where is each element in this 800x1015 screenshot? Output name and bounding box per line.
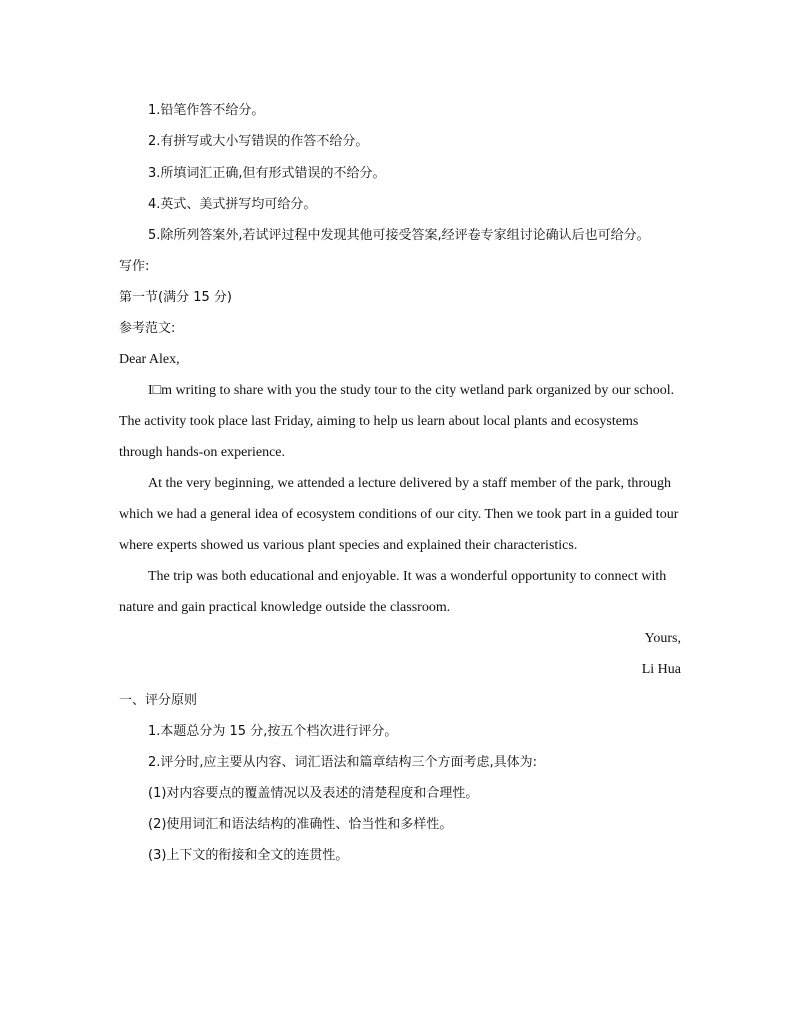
scoring-heading: 一、评分原则	[119, 693, 198, 708]
scoring-item: 1.本题总分为 15 分,按五个档次进行评分。	[148, 724, 398, 739]
scoring-item: 2.评分时,应主要从内容、词汇语法和篇章结构三个方面考虑,具体为:	[148, 755, 538, 770]
writing-heading: 写作:	[119, 259, 150, 274]
letter-line: through hands-on experience.	[119, 445, 285, 460]
letter-closing: Yours,	[644, 631, 681, 646]
letter-greeting: Dear Alex,	[119, 352, 180, 367]
scoring-item: (2)使用词汇和语法结构的准确性、恰当性和多样性。	[148, 817, 453, 832]
letter-line: which we had a general idea of ecosystem conditions of our city. Then we took part in a guided tour	[119, 507, 679, 522]
letter-line: nature and gain practical knowledge outside the classroom.	[119, 600, 451, 615]
section-title: 第一节(满分 15 分)	[119, 290, 232, 305]
rule-3: 3.所填词汇正确,但有形式错误的不给分。	[148, 166, 386, 181]
rule-4: 4.英式、美式拼写均可给分。	[148, 197, 317, 212]
rule-2: 2.有拼写或大小写错误的作答不给分。	[148, 134, 369, 149]
sample-label: 参考范文:	[119, 321, 176, 336]
letter-signature: Li Hua	[641, 662, 681, 677]
letter-line: At the very beginning, we attended a lecture delivered by a staff member of the park, through	[148, 476, 671, 491]
letter-line: I□m writing to share with you the study tour to the city wetland park organized by our school.	[148, 383, 675, 398]
letter-line: The trip was both educational and enjoyable. It was a wonderful opportunity to connect with	[148, 569, 667, 584]
letter-line: The activity took place last Friday, aiming to help us learn about local plants and ecosystems	[119, 414, 639, 429]
rule-1: 1.铅笔作答不给分。	[148, 103, 265, 118]
scoring-item: (1)对内容要点的覆盖情况以及表述的清楚程度和合理性。	[148, 786, 479, 801]
letter-line: where experts showed us various plant species and explained their characteristics.	[119, 538, 578, 553]
scoring-item: (3)上下文的衔接和全文的连贯性。	[148, 848, 349, 863]
rule-5: 5.除所列答案外,若试评过程中发现其他可接受答案,经评卷专家组讨论确认后也可给分。	[148, 228, 650, 243]
